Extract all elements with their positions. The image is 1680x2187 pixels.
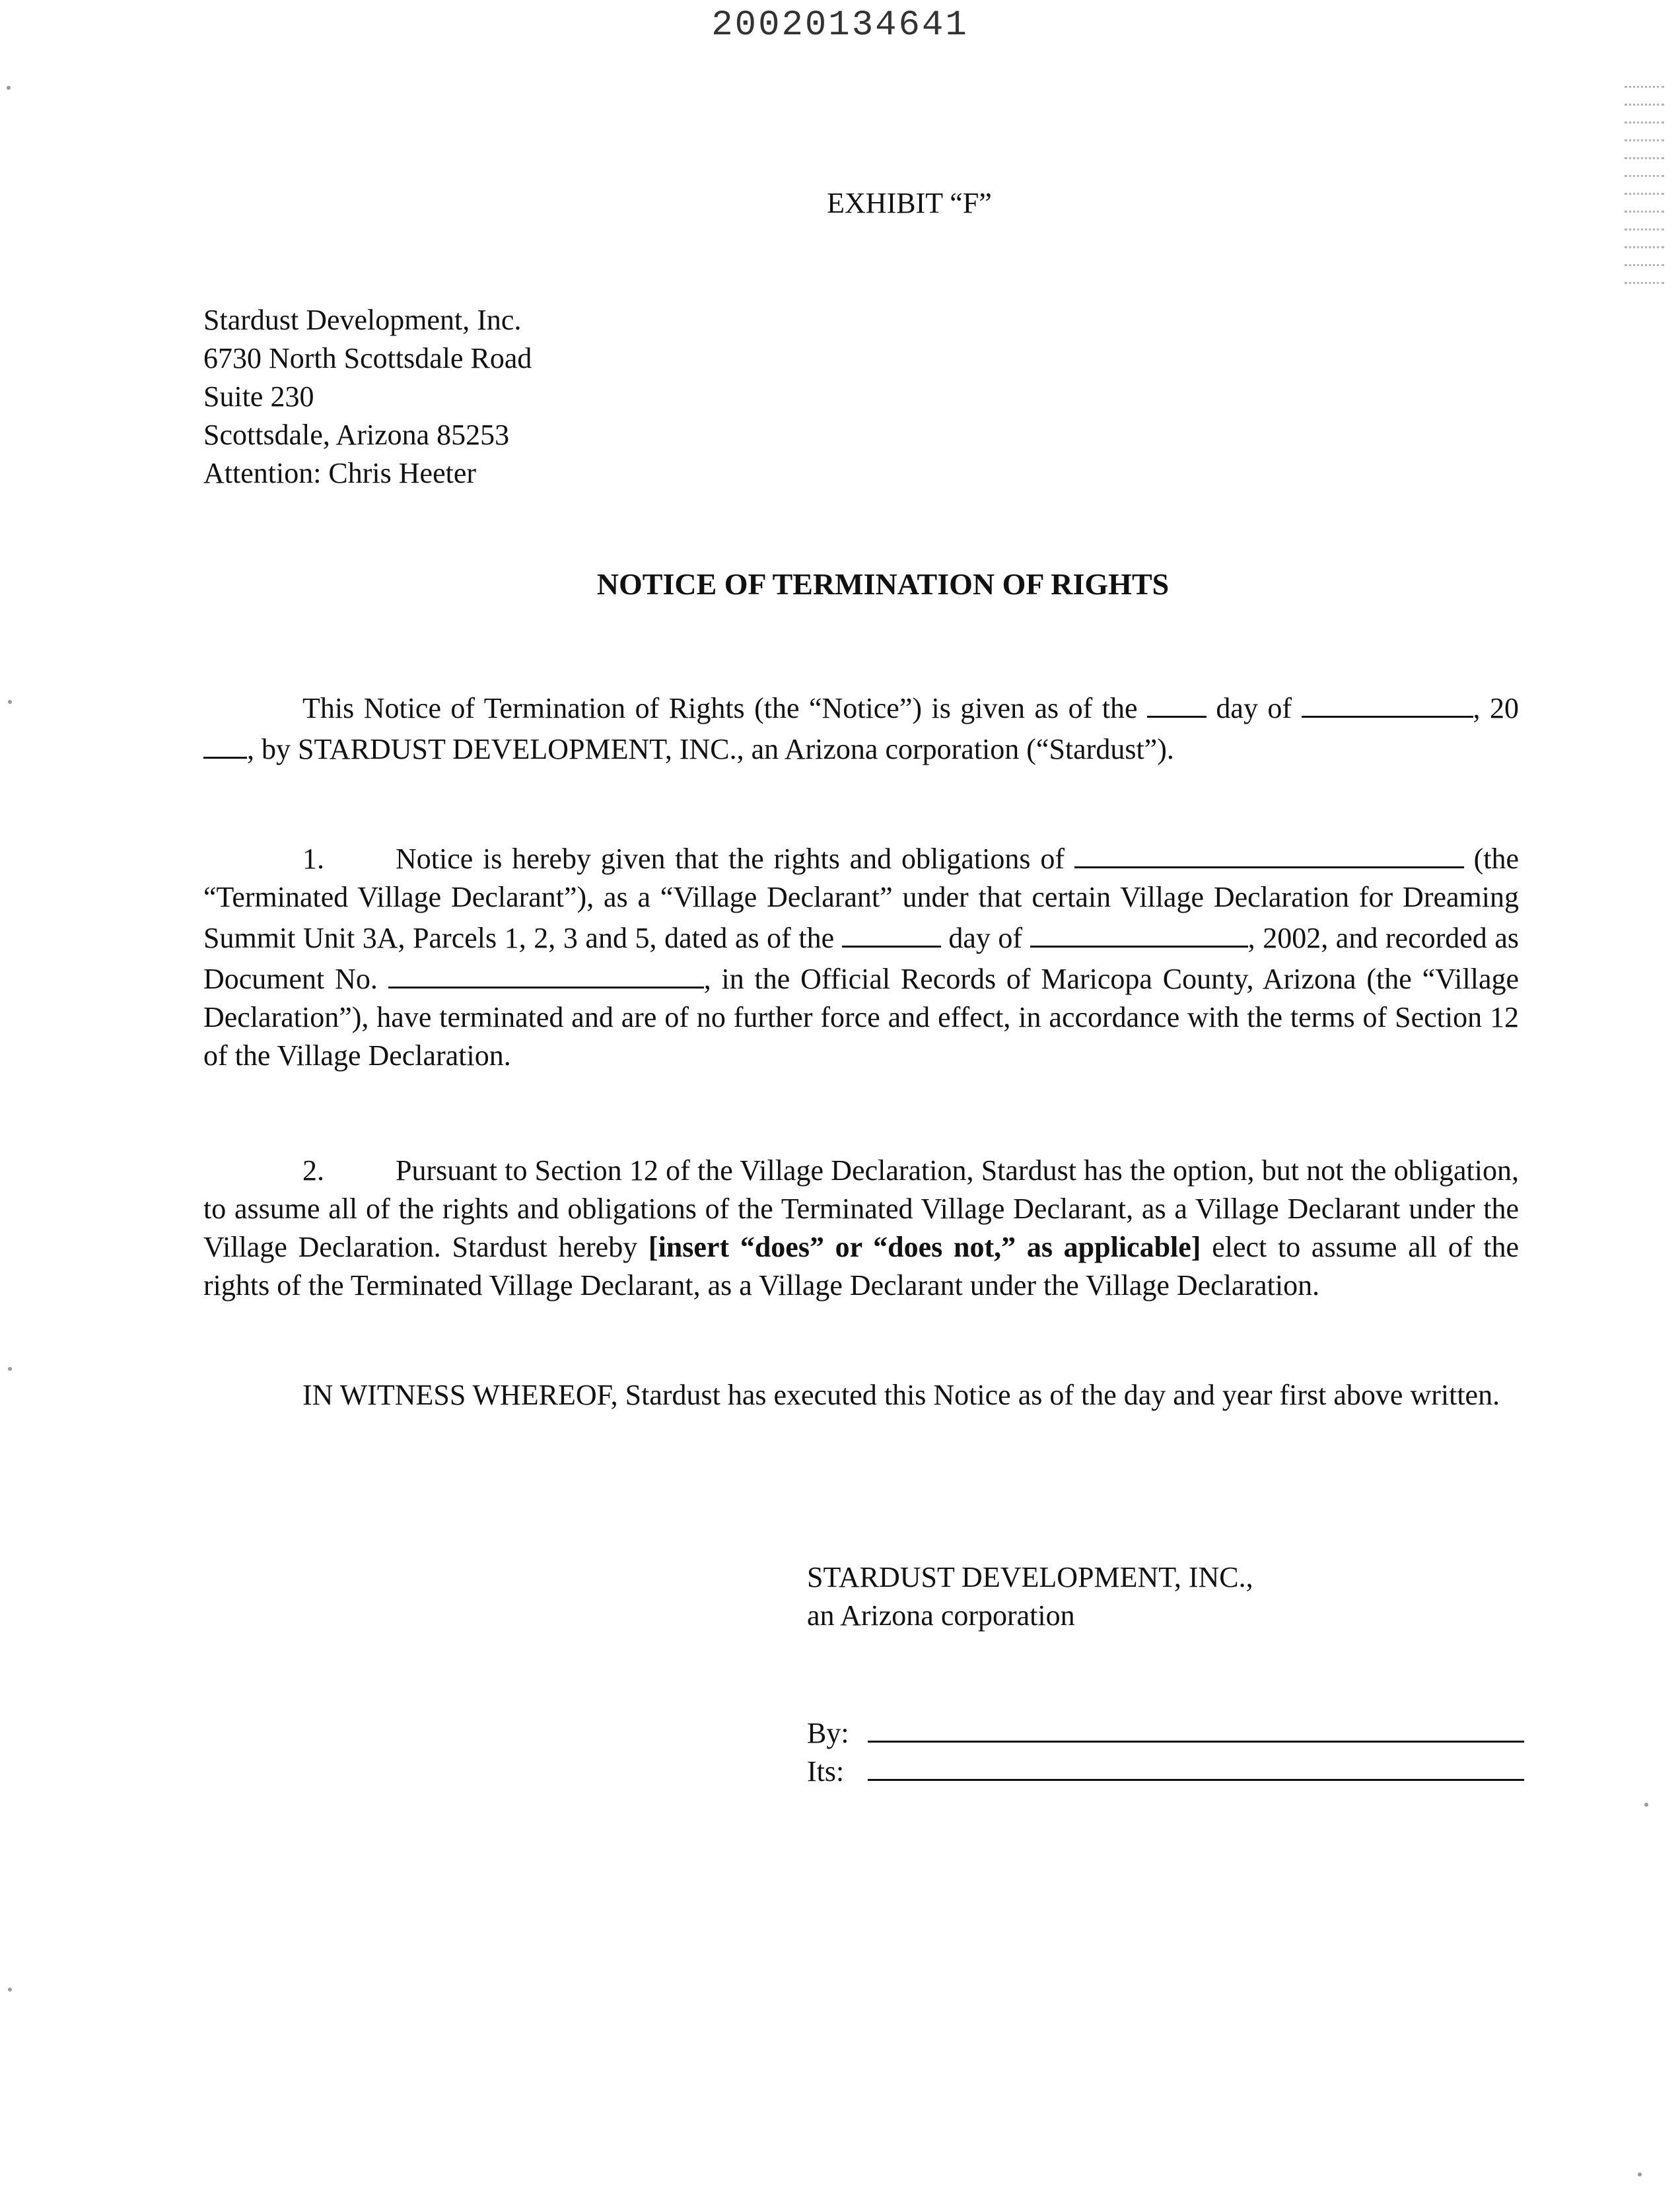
address-attention: Attention: Chris Heeter: [203, 457, 477, 489]
paragraph-2-insert-instruction: [insert “does” or “does not,” as applicable]: [648, 1231, 1201, 1263]
document-number-blank[interactable]: [388, 957, 704, 989]
paragraph-1-text-5: , in the Official Records of Maricopa County, Arizona (the “Village Declaration”), have terminated and are of no further force and effect, in accordance with the terms of Section 12 of the Village Declaration.: [203, 963, 1520, 1072]
signature-block: [807, 1558, 1253, 1635]
paragraph-2: [203, 1152, 1519, 1305]
signature-lines: [807, 1714, 1524, 1791]
recording-number: 20020134641: [711, 5, 969, 46]
signature-entity: an Arizona corporation: [807, 1599, 1075, 1632]
declaration-month-blank[interactable]: [1030, 917, 1248, 948]
scan-speck: [8, 700, 12, 704]
paragraph-1-text-2: (the “Terminated Village Declarant”), as a “Village Declarant” under that certain Village Declaration for Dreaming Summit Unit 3A, Parcels 1, 2, 3 and 5, dated as of the: [203, 843, 1520, 954]
month-blank[interactable]: [1302, 687, 1473, 718]
document-title: NOTICE OF TERMINATION OF RIGHTS: [596, 567, 1170, 601]
declaration-day-blank[interactable]: [842, 917, 941, 948]
intro-text-1: This Notice of Termination of Rights (the “Notice”) is given as of the: [302, 692, 1138, 724]
address-city-state-zip: Scottsdale, Arizona 85253: [203, 419, 510, 451]
terminated-declarant-blank[interactable]: [1074, 837, 1464, 868]
day-blank[interactable]: [1147, 687, 1207, 718]
paragraph-2-text-1: Pursuant to Section 12 of the Village Declaration, Stardust has the option, but not the obligation, to assume all of the rights and obligations of the Terminated Village Declarant, as a Village Declarant under the Village Declaration. Stardust hereby: [203, 1154, 1519, 1263]
intro-text-2: day of: [1216, 692, 1292, 724]
its-label: Its:: [807, 1755, 845, 1788]
paragraph-1: [203, 837, 1519, 1075]
paragraph-2-text-2: elect to assume all of the rights of the Terminated Village Declarant, as a Village Declarant under the Village Declaration.: [203, 1231, 1519, 1302]
year-blank[interactable]: [203, 728, 247, 759]
address-company: Stardust Development, Inc.: [203, 304, 522, 336]
paragraph-1-text-4: , 2002, and recorded as Document No.: [203, 922, 1520, 995]
scan-speck: [1644, 1803, 1648, 1807]
scan-speck: [1638, 2172, 1642, 2176]
intro-paragraph: [203, 687, 1519, 769]
scan-speck: [8, 1367, 12, 1371]
its-row: [807, 1753, 1524, 1791]
its-title-line[interactable]: [868, 1753, 1524, 1781]
signature-company: STARDUST DEVELOPMENT, INC.,: [807, 1561, 1253, 1593]
exhibit-label: EXHIBIT “F”: [827, 187, 992, 219]
intro-text-4: , by STARDUST DEVELOPMENT, INC., an Arizona corporation (“Stardust”).: [247, 733, 1174, 765]
by-row: [807, 1714, 1524, 1753]
scan-speck: [7, 86, 11, 90]
address-suite: Suite 230: [203, 380, 314, 413]
paragraph-1-number: 1.: [302, 843, 324, 875]
address-block: [203, 301, 532, 493]
intro-text-3: , 20: [1473, 692, 1520, 724]
paragraph-1-text-3: day of: [948, 922, 1023, 954]
paragraph-2-number: 2.: [302, 1154, 324, 1187]
witness-paragraph: [203, 1376, 1519, 1414]
scan-speck: [8, 1988, 12, 1992]
witness-text: IN WITNESS WHEREOF, Stardust has executed this Notice as of the day and year first above written.: [302, 1379, 1500, 1411]
by-signature-line[interactable]: [868, 1714, 1524, 1743]
paragraph-1-text-1: Notice is hereby given that the rights and obligations of: [396, 843, 1065, 875]
address-street: 6730 North Scottsdale Road: [203, 342, 532, 374]
by-label: By:: [807, 1717, 849, 1749]
